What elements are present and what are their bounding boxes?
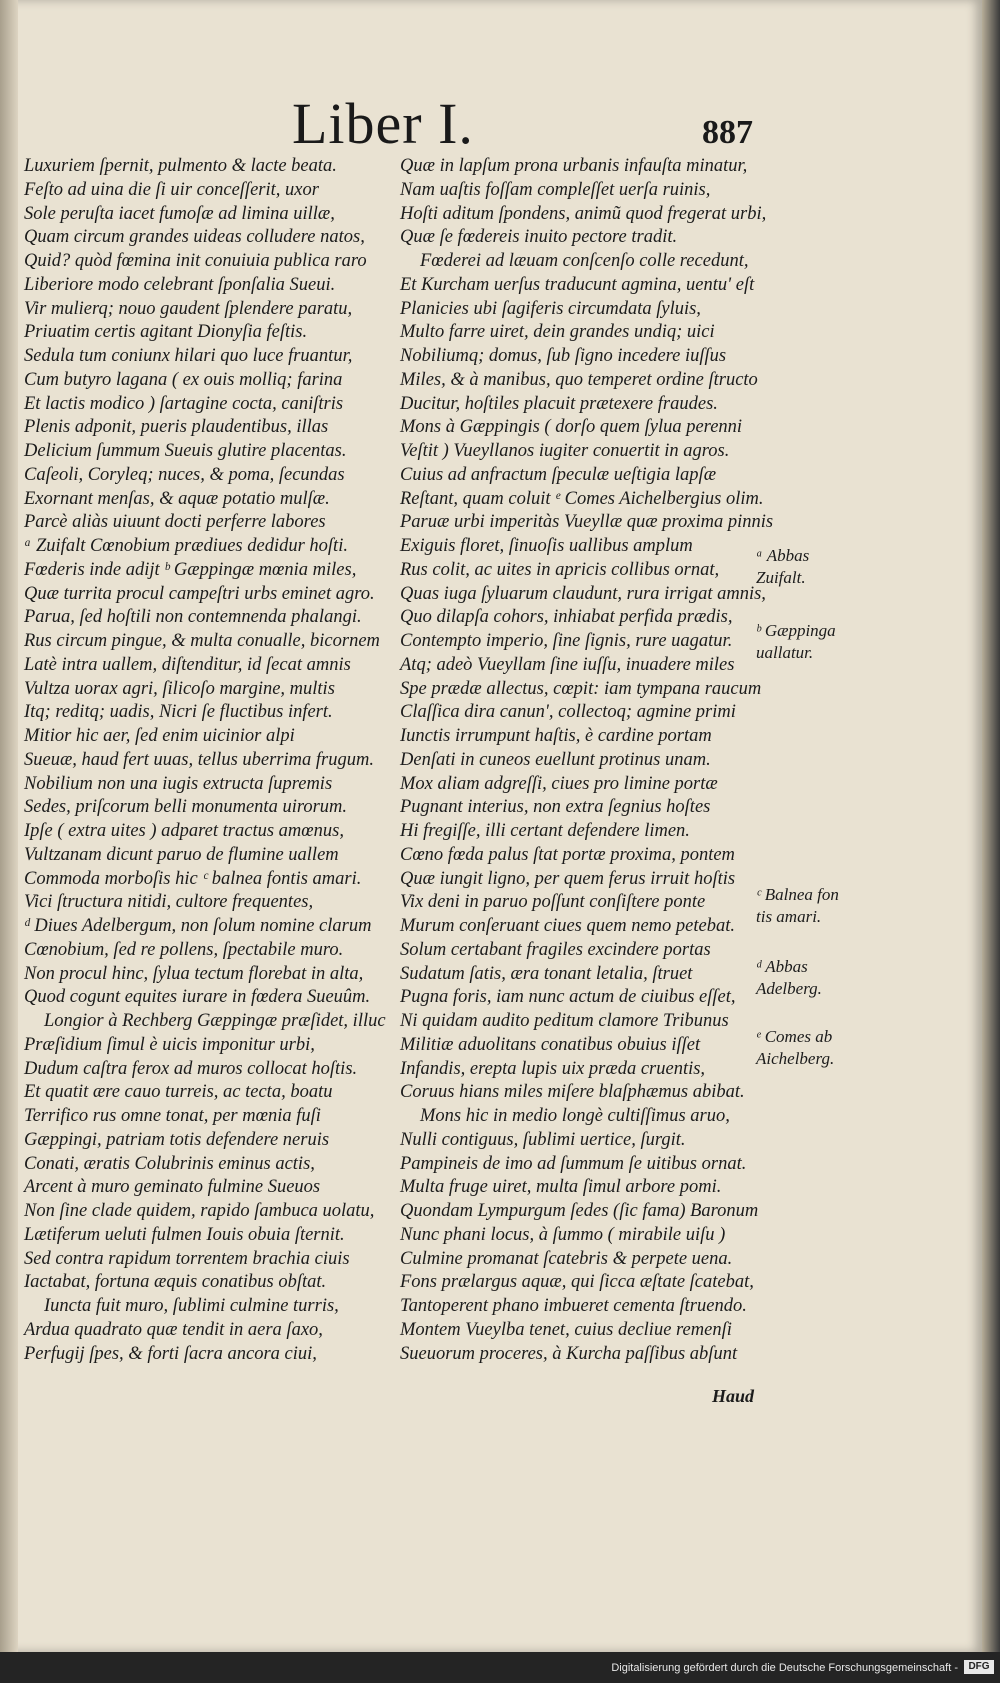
verse-line: Militiæ aduolitans conatibus obuius iſſet [400, 1034, 701, 1055]
verse-line: Vici ſtructura nitidi, cultore frequentes, [24, 892, 314, 913]
verse-line: Exornant menſas, & aquæ potatio mulſæ. [24, 488, 330, 509]
verse-line: Claſſica dira canun', collectoq; agmine primi [400, 702, 736, 723]
verse-line: Vultzanam dicunt paruo de flumine uallem [24, 844, 339, 865]
verse-line: Quæ ſe fœdereis inuito pectore tradit. [400, 227, 678, 248]
verse-line: Ni quidam audito peditum clamore Tribunus [400, 1011, 729, 1031]
verse-line: Ardua quadrato quæ tendit in aera ſaxo, [24, 1319, 323, 1340]
verse-line: Sueuorum proceres, à Kurcha paſſibus abſunt [400, 1343, 738, 1364]
verse-line: Quæ in lapſum prona urbanis infauſta minatur, [400, 156, 748, 176]
verse-line: Veſtit ) Vueyllanos iugiter conuertit in agros. [400, 441, 730, 461]
verse-line: Et Kurcham uerſus traducunt agmina, uentu' eſt [400, 274, 755, 295]
verse-line: Spe prædæ allectus, cœpit: iam tympana raucum [400, 678, 762, 699]
verse-line: Non ſine clade quidem, rapido ſambuca uolatu, [24, 1201, 375, 1221]
funding-credit: Digitalisierung gefördert durch die Deutsche Forschungsgemeinschaft - [611, 1662, 958, 1674]
verse-line: Infandis, erepta lupis uix præda cruentis, [400, 1058, 706, 1079]
margin-note-c [756, 884, 839, 928]
verse-line: Vultza uorax agri, ſilicoſo margine, multis [24, 678, 335, 699]
verse-line: Quo dilapſa cohors, inhiabat perfida prædis, [400, 607, 733, 628]
verse-line: Mitior hic aer, ſed enim uicinior alpi [24, 726, 295, 746]
margin-note-line: Adelberg. [756, 979, 822, 998]
verse-line: Dudum caſtra ferox ad muros collocat hoſtis. [24, 1058, 358, 1079]
verse-line: Terrifico rus omne tonat, per mœnia fuſi [24, 1106, 321, 1126]
verse-line: Cum butyro lagana ( ex ouis molliq; farina [24, 369, 343, 390]
verse-line: Quid? quòd fœmina init conuiuia publica raro [24, 251, 367, 271]
margin-note-line: ᵉ Comes ab [756, 1027, 833, 1046]
right-text-column [400, 155, 773, 1366]
catchword: Haud [712, 1386, 755, 1406]
verse-line: Nam uaſtis foſſam compleſſet uerſa ruinis, [400, 179, 711, 200]
verse-line: Culmine promanat ſcatebris & perpete uena. [400, 1248, 733, 1269]
verse-line: Parua, ſed hoſtili non contemnenda phalangi. [24, 607, 362, 628]
verse-line: Iactabat, fortuna æquis conatibus obſtat. [24, 1272, 327, 1293]
margin-note-line: ᵇ Gæppinga [756, 621, 836, 640]
verse-line: Miles, & à manibus, quo temperet ordine ſtructo [400, 369, 758, 390]
verse-line: Ipſe ( extra uites ) adparet tractus amœnus, [24, 821, 344, 841]
verse-line: Sed contra rapidum torrentem brachia ciuis [24, 1248, 350, 1269]
verse-line: Sedula tum coniunx hilari quo luce fruantur, [24, 346, 353, 366]
verse-line: Hoſti aditum ſpondens, animũ quod fregerat urbi, [400, 203, 767, 224]
verse-line: Cœno fœda palus ſtat portæ proxima, pontem [400, 844, 735, 865]
verse-line: Rus circum pingue, & multa conualle, bicornem [24, 631, 380, 651]
verse-line: Iuncta fuit muro, ſublimi culmine turris, [44, 1296, 339, 1316]
verse-line: Parcè aliàs uiuunt docti perferre labores [24, 512, 326, 533]
verse-line: Mons hic in medio longè cultiſſimus aruo, [420, 1106, 730, 1126]
verse-line: Commoda morboſis hic ᶜ balnea fontis amari. [24, 868, 362, 889]
verse-line: Montem Vueylba tenet, cuius decliue remenſi [400, 1319, 732, 1340]
verse-line: Vix deni in paruo poſſunt conſiſtere ponte [400, 892, 706, 913]
margin-note-b [756, 620, 836, 664]
verse-line: Nunc phani locus, à ſummo ( mirabile uiſu ) [400, 1224, 726, 1245]
verse-line: Quæ iungit ligno, per quem ferus irruit hoſtis [400, 868, 736, 889]
verse-line: Sole peruſta iacet fumoſæ ad limina uillæ, [24, 203, 335, 224]
verse-line: ᵃ Zuifalt Cœnobium prædiues dedidur hoſti. [24, 536, 348, 556]
verse-line: Caſeoli, Coryleq; nuces, & poma, ſecundas [24, 464, 345, 485]
verse-line: Iunctis irrumpunt haſtis, è cardine portam [400, 726, 712, 746]
page-edge [982, 0, 1000, 1652]
verse-line: Lætiferum ueluti fulmen Iouis obuia ſternit. [24, 1224, 345, 1245]
verse-line: Itq; reditq; uadis, Nicri ſe fluctibus infert. [24, 702, 333, 723]
verse-line: Arcent à muro geminato fulmine Sueuos [24, 1177, 321, 1198]
page-header [0, 80, 982, 160]
verse-line: Quondam Lympurgum ſedes (ſic fama) Baronum [400, 1201, 759, 1221]
verse-line: Denſati in cuneos euellunt protinus unam. [400, 749, 711, 770]
verse-line: Liberiore modo celebrant ſponſalia Sueui. [24, 274, 336, 295]
verse-line: Feſto ad uina die ſi uir conceſſerit, uxor [24, 179, 319, 200]
verse-line: Nobiliumq; domus, ſub ſigno incedere iuſſus [400, 346, 727, 366]
margin-note-e [756, 1026, 834, 1070]
verse-line: Planicies ubi ſagiferis circumdata ſyluis, [400, 298, 701, 319]
verse-line: Perfugij ſpes, & forti ſacra ancora ciui, [24, 1343, 317, 1364]
page-gutter [0, 0, 18, 1652]
verse-line: Paruæ urbi imperitàs Vueyllæ quæ proxima pinnis [400, 512, 774, 533]
verse-line: Ducitur, hoſtiles placuit prætexere fraudes. [400, 393, 718, 414]
margin-note-line: Zuifalt. [756, 568, 806, 587]
verse-line: ᵈ Diues Adelbergum, non ſolum nomine clarum [24, 916, 372, 936]
verse-line: Mons à Gæppingis ( dorſo quem ſylua perenni [400, 417, 743, 438]
verse-line: Pampineis de imo ad ſummum ſe uitibus ornat. [400, 1153, 747, 1174]
verse-line: Rus colit, ac uites in apricis collibus ornat, [400, 559, 720, 580]
verse-line: Priuatim certis agitant Dionyſia feſtis. [24, 322, 308, 343]
verse-line: Fœderei ad læuam conſcenſo colle recedunt, [420, 251, 749, 271]
verse-line: Et lactis modico ) ſartagine cocta, caniſtris [24, 393, 344, 414]
verse-line: Luxuriem ſpernit, pulmento & lacte beata. [24, 156, 337, 176]
margin-note-d [756, 956, 822, 1000]
verse-line: Murum conſeruant ciues quem nemo petebat. [400, 916, 735, 936]
verse-line: Et quatit ære cauo turreis, ac tecta, boatu [24, 1082, 333, 1103]
verse-line: Gæppingi, patriam totis defendere neruis [24, 1129, 330, 1150]
verse-line: Longior à Rechberg Gæppingæ præſidet, illuc [44, 1011, 386, 1031]
verse-line: Mox aliam adgreſſi, ciues pro limine portæ [400, 773, 718, 794]
margin-note-a [756, 545, 809, 589]
verse-line: Sudatum ſatis, æra tonant letalia, ſtruet [400, 963, 693, 984]
margin-note-line: Aichelberg. [756, 1049, 835, 1068]
verse-line: Præſidium ſimul è uicis imponitur urbi, [24, 1034, 315, 1055]
verse-line: Multa fruge uiret, multa ſimul arbore pomi. [400, 1177, 722, 1198]
margin-note-line: ᶜ Balnea fon [756, 885, 839, 904]
verse-line: Delicium ſummum Sueuis glutire placentas. [24, 441, 347, 461]
footer-bar [0, 1652, 1000, 1683]
verse-line: Quas iuga ſyluarum claudunt, rura irrigat amnis, [400, 583, 766, 604]
verse-line: Tantoperent phano imbueret cementa ſtruendo. [400, 1296, 747, 1316]
margin-note-line: tis amari. [756, 907, 822, 926]
verse-line: Latè intra uallem, diſtenditur, id ſecat amnis [24, 654, 351, 675]
verse-line: Atq; adeò Vueyllam ſine iuſſu, inuadere miles [400, 654, 735, 675]
verse-line: Multo farre uiret, dein grandes undiq; uici [400, 322, 715, 343]
verse-line: Pugna foris, iam nunc actum de ciuibus eſſet, [400, 987, 736, 1008]
verse-line: Quæ turrita procul campeſtri urbs eminet agro. [24, 583, 375, 604]
verse-line: Vir mulierq; nouo gaudent ſplendere paratu, [24, 298, 353, 319]
verse-line: Contempto imperio, ſine ſignis, rure uagatur. [400, 631, 733, 651]
verse-line: Pugnant interius, non extra ſegnius hoſtes [400, 797, 711, 818]
verse-line: Quod cogunt equites iurare in fœdera Sueuûm. [24, 987, 371, 1008]
verse-line: Solum certabant fragiles excindere portas [400, 939, 711, 960]
dfg-logo: DFG [964, 1660, 994, 1674]
margin-note-line: ᵈ Abbas [756, 957, 808, 976]
page-title: Liber I. [292, 91, 474, 156]
verse-line: Cœnobium, ſed re pollens, ſpectabile muro. [24, 939, 344, 960]
verse-line: Conati, æratis Colubrinis eminus actis, [24, 1153, 315, 1174]
verse-line: Reſtant, quam coluit ᵉ Comes Aichelbergius olim. [400, 488, 764, 509]
margin-note-line: uallatur. [756, 643, 814, 662]
verse-line: Cuius ad anfractum ſpeculæ ueſtigia lapſæ [400, 464, 717, 485]
page-number: 887 [702, 114, 753, 151]
verse-line: Fœderis inde adijt ᵇ Gæppingæ mœnia miles, [24, 559, 357, 580]
verse-line: Sueuæ, haud fert uuas, tellus uberrima frugum. [24, 749, 374, 770]
verse-line: Plenis adponit, pueris plaudentibus, illas [24, 417, 329, 438]
verse-line: Hi fregiſſe, illi certant defendere limen. [400, 821, 690, 841]
verse-line: Non procul hinc, ſylua tectum florebat in alta, [24, 963, 364, 984]
verse-line: Sedes, priſcorum belli monumenta uirorum. [24, 797, 348, 818]
verse-line: Coruus hians miles miſere blaſphæmus abibat. [400, 1082, 745, 1103]
left-text-column [24, 155, 386, 1366]
verse-line: Exiguis floret, ſinuoſis uallibus amplum [400, 536, 693, 556]
verse-line: Fons prælargus aquæ, qui ſicca æſtate ſcatebat, [400, 1272, 754, 1293]
verse-line: Nobilium non una iugis extructa ſupremis [24, 773, 333, 794]
verse-line: Nulli contiguus, ſublimi uertice, ſurgit. [400, 1129, 686, 1150]
margin-note-line: ᵃ Abbas [756, 546, 810, 565]
verse-line: Quam circum grandes uideas colludere natos, [24, 227, 365, 248]
